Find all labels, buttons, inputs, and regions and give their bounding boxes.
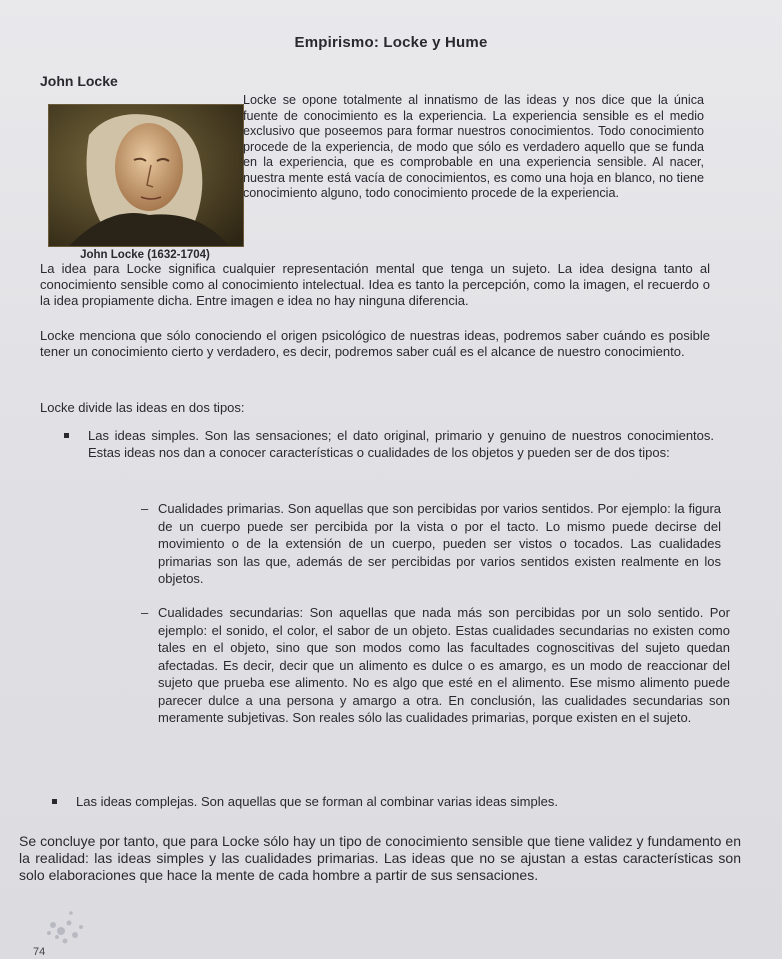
conclusion-paragraph: Se concluye por tanto, que para Locke sólo hay un tipo de conocimiento sensible que tiene validez y fundamento en la realidad: las ideas simples y las cualidades primarias. Las ideas que no se ajustan a estas características son solo elaboraciones que hace la mente de cada hombre a partir de sus sensaciones.	[19, 833, 741, 883]
portrait-image	[48, 104, 244, 247]
dash-marker: –	[141, 501, 149, 516]
page-number: 74	[33, 946, 46, 958]
dash-marker: –	[141, 605, 149, 620]
idea-paragraph: La idea para Locke significa cualquier representación mental que tenga un sujeto. La idea designa tanto al conocimiento sensible como al conocimiento intelectual. Idea es tanto la percepción, como la imagen, el recuerdo o la idea propiamente dicha. Entre imagen e idea no hay ninguna diferencia.	[40, 261, 710, 308]
secondary-qualities-text: Cualidades secundarias: Son aquellas que nada más son percibidas por un solo sentido. Por ejemplo: el sonido, el color, el sabor de un objeto. Estas cualidades secundarias no existen como tales en el objeto, sino que son modos como las facultades cognoscitivas del sujeto quedan afectadas. Es decir, decir que un alimento es dulce o es amargo, es un modo de reaccionar del sujeto que prueba ese alimento. No es algo que esté en el alimento. Ese mismo alimento puede parecer dulce a una persona y amargo a otra. En conclusión, las cualidades secundarias son meramente subjetivas. Son reales sólo las cualidades primarias, porque existen en el sujeto.	[158, 605, 730, 725]
bullet-simple-text: Las ideas simples. Son las sensaciones; el dato original, primario y genuino de nuestros conocimientos. Estas ideas nos dan a conocer características o cualidades de los objetos y pueden ser de dos tipos:	[88, 428, 714, 460]
secondary-qualities	[141, 604, 730, 727]
bullet-marker	[52, 799, 57, 804]
origin-paragraph: Locke menciona que sólo conociendo el origen psicológico de nuestras ideas, podremos saber cuándo es posible tener un conocimiento cierto y verdadero, es decir, podremos saber cuál es el alcance de nuestro conocimiento.	[40, 328, 710, 359]
bullet-marker	[64, 433, 69, 438]
bullet-complex-text: Las ideas complejas. Son aquellas que se forman al combinar varias ideas simples.	[76, 794, 558, 809]
primary-qualities-text: Cualidades primarias. Son aquellas que son percibidas por varios sentidos. Por ejemplo: la figura de un cuerpo puede ser percibida por la vista o por el tacto. Lo mismo puede decirse del movimiento o de la extensión de un cuerpo, pueden ser vistos o tocados. Las cualidades primarias son las que, además de ser percibidas por varios sentidos existen realmente en los objetos.	[158, 501, 721, 586]
page-title: Empirismo: Locke y Hume	[294, 34, 488, 51]
bio-paragraph: Locke se opone totalmente al innatismo de las ideas y nos dice que la única fuente de conocimiento es la experiencia. La experiencia sensible es el medio exclusivo que poseemos para formar nuestros conocimientos. Todo conocimiento procede de la experiencia, de modo que sólo es verdadero aquello que se funda en la experiencia, que es comprobable en una experiencia sensible. Al nacer, nuestra mente está vacía de conocimientos, es como una hoja en blanco, no tiene conocimiento alguno, todo conocimiento procede de la experiencia.	[243, 93, 704, 200]
types-intro: Locke divide las ideas en dos tipos:	[40, 400, 245, 415]
section-heading: John Locke	[40, 73, 118, 89]
decorative-stamp	[35, 905, 105, 953]
primary-qualities	[141, 500, 721, 588]
bullet-simple-ideas	[88, 427, 714, 461]
bullet-complex-ideas	[76, 793, 716, 810]
portrait-caption: John Locke (1632-1704)	[80, 249, 210, 261]
